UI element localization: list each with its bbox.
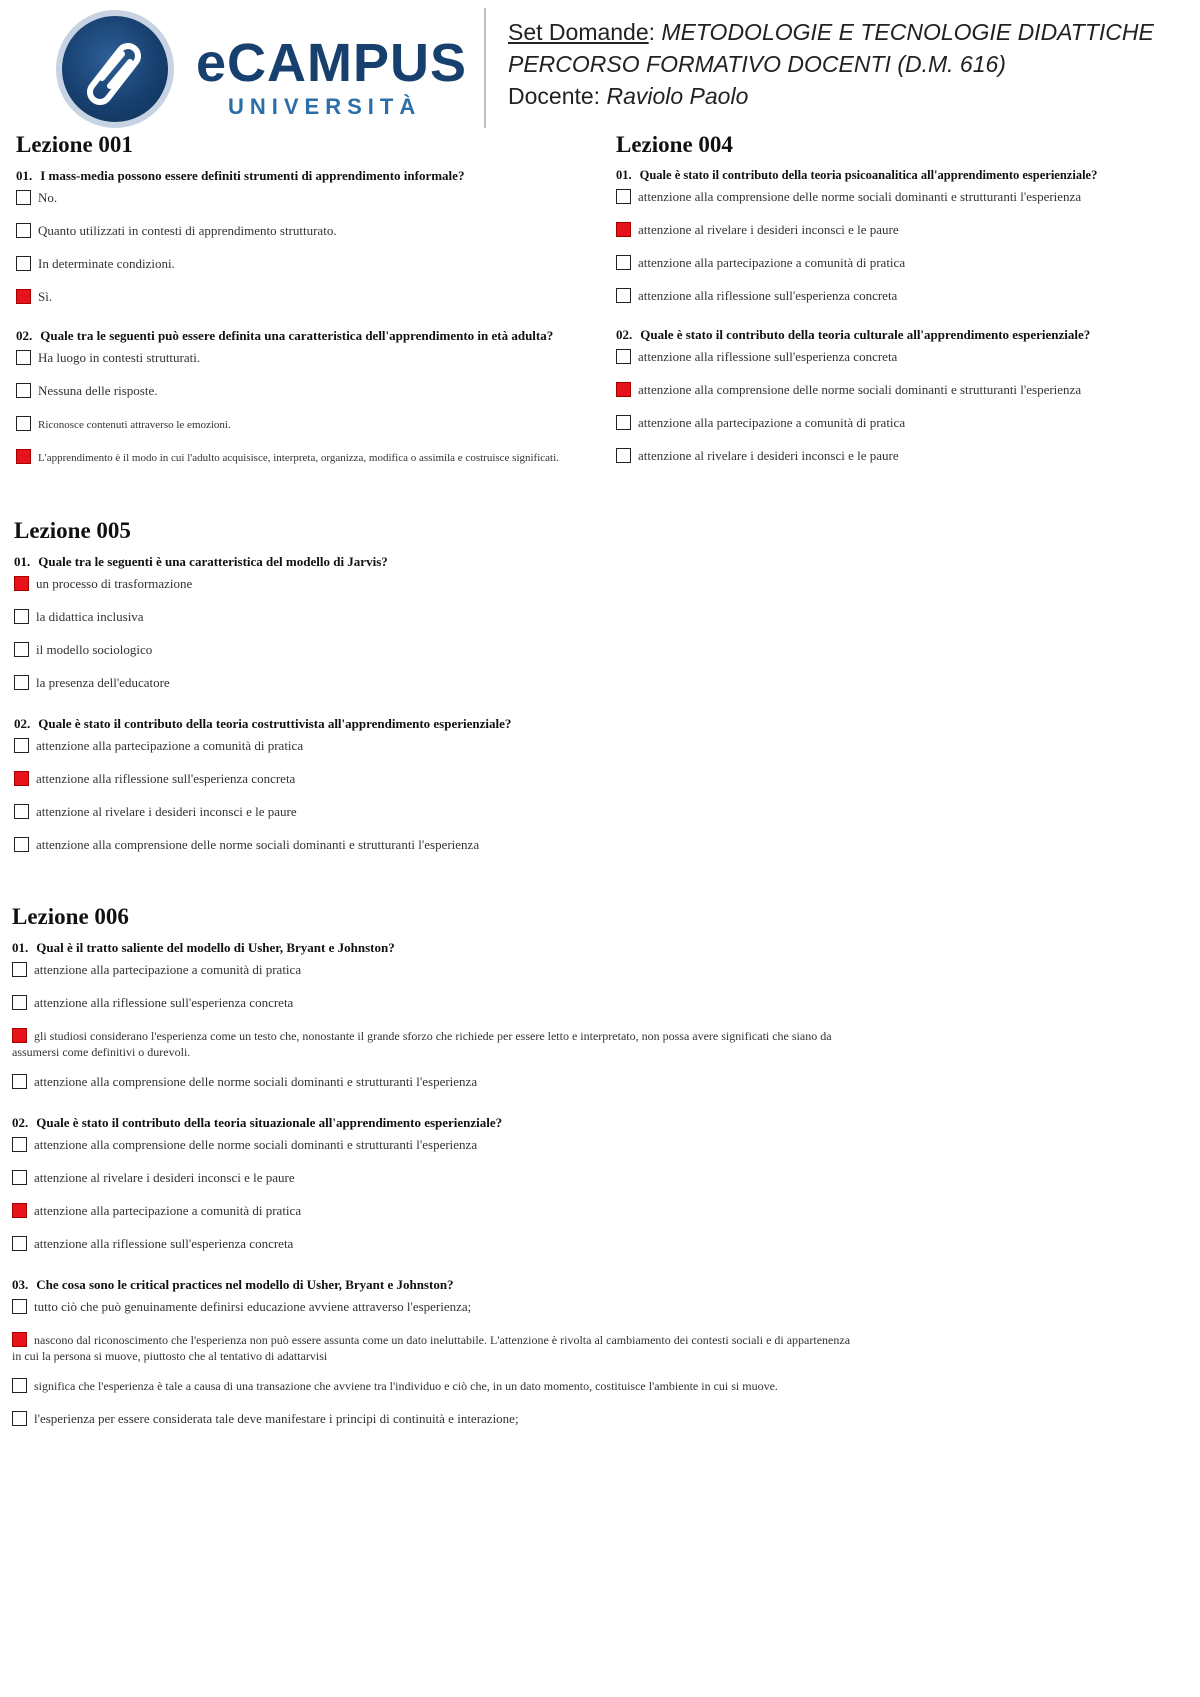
answer-option[interactable]: un processo di trasformazione bbox=[14, 576, 1164, 595]
answer-option[interactable]: attenzione alla comprensione delle norme sociali dominanti e strutturanti l'esperienza bbox=[14, 837, 1164, 856]
answer-checkbox[interactable] bbox=[16, 350, 31, 365]
page-header bbox=[0, 0, 1200, 140]
answer-option[interactable]: tutto ciò che può genuinamente definirsi educazione avviene attraverso l'esperienza; bbox=[12, 1299, 1162, 1318]
answer-option[interactable]: Riconosce contenuti attraverso le emozioni. bbox=[16, 416, 576, 435]
answer-checkbox-selected[interactable] bbox=[12, 1028, 27, 1043]
question-text: 01. Quale tra le seguenti è una caratteristica del modello di Jarvis? bbox=[14, 554, 388, 569]
answer-option[interactable]: attenzione alla riflessione sull'esperienza concreta bbox=[616, 349, 1196, 368]
answer-option[interactable]: In determinate condizioni. bbox=[16, 256, 576, 275]
answer-option[interactable]: attenzione alla partecipazione a comunità di pratica bbox=[14, 738, 1164, 757]
answer-option[interactable]: L'apprendimento è il modo in cui l'adulto acquisisce, interpreta, organizza, modifica o assimila e costruisce significati. bbox=[16, 449, 576, 468]
question bbox=[12, 1115, 1162, 1255]
answer-checkbox[interactable] bbox=[616, 448, 631, 463]
answer-option[interactable]: attenzione alla comprensione delle norme sociali dominanti e strutturanti l'esperienza bbox=[616, 382, 1196, 401]
lesson-title: Lezione 004 bbox=[616, 132, 733, 157]
answer-checkbox[interactable] bbox=[14, 642, 29, 657]
answer-checkbox[interactable] bbox=[12, 1170, 27, 1185]
question-text: 03. Che cosa sono le critical practices nel modello di Usher, Bryant e Johnston? bbox=[12, 1277, 454, 1292]
answer-option[interactable]: No. bbox=[16, 190, 576, 209]
answer-checkbox[interactable] bbox=[16, 416, 31, 431]
answer-option[interactable]: Quanto utilizzati in contesti di apprendimento strutturato. bbox=[16, 223, 576, 242]
answer-checkbox-selected[interactable] bbox=[616, 382, 631, 397]
document-title-block: Set Domande: METODOLOGIE E TECNOLOGIE DIDATTICHE PERCORSO FORMATIVO DOCENTI (D.M. 616) Docente: Raviolo Paolo bbox=[508, 19, 1154, 109]
question bbox=[14, 554, 1164, 694]
answer-option[interactable]: attenzione al rivelare i desideri inconsci e le paure bbox=[14, 804, 1164, 823]
answer-checkbox[interactable] bbox=[14, 675, 29, 690]
answer-option[interactable]: attenzione alla riflessione sull'esperienza concreta bbox=[12, 1236, 1162, 1255]
answer-option[interactable]: attenzione alla riflessione sull'esperienza concreta bbox=[14, 771, 1164, 790]
lesson-006 bbox=[12, 904, 1162, 1444]
answer-option[interactable]: l'esperienza per essere considerata tale deve manifestare i principi di continuità e interazione; bbox=[12, 1411, 1162, 1430]
answer-checkbox[interactable] bbox=[616, 349, 631, 364]
answer-checkbox[interactable] bbox=[16, 223, 31, 238]
answer-checkbox[interactable] bbox=[616, 415, 631, 430]
answer-checkbox[interactable] bbox=[12, 995, 27, 1010]
question-text: 01. I mass-media possono essere definiti strumenti di apprendimento informale? bbox=[16, 168, 465, 183]
answer-checkbox[interactable] bbox=[616, 189, 631, 204]
answer-option[interactable]: significa che l'esperienza è tale a causa di una transazione che avviene tra l'individuo e ciò che, in un dato momento, costituisce l'ambiente in cui si muove. bbox=[12, 1378, 1162, 1397]
set-subtitle: PERCORSO FORMATIVO DOCENTI (D.M. 616) bbox=[508, 51, 1006, 77]
answer-checkbox-selected[interactable] bbox=[16, 449, 31, 464]
answer-option[interactable]: attenzione alla riflessione sull'esperienza concreta bbox=[12, 995, 1162, 1014]
answer-checkbox[interactable] bbox=[14, 837, 29, 852]
question bbox=[16, 168, 576, 308]
answer-option[interactable]: attenzione alla riflessione sull'esperienza concreta bbox=[616, 288, 1196, 307]
answer-option[interactable]: la presenza dell'educatore bbox=[14, 675, 1164, 694]
answer-checkbox[interactable] bbox=[14, 609, 29, 624]
set-title: METODOLOGIE E TECNOLOGIE DIDATTICHE bbox=[661, 19, 1154, 45]
question-text: 01. Quale è stato il contributo della teoria psicoanalitica all'apprendimento esperienziale? bbox=[616, 168, 1098, 182]
answer-checkbox[interactable] bbox=[14, 804, 29, 819]
lesson-title: Lezione 006 bbox=[12, 904, 129, 929]
answer-checkbox-selected[interactable] bbox=[12, 1332, 27, 1347]
answer-checkbox-selected[interactable] bbox=[14, 771, 29, 786]
answer-checkbox-selected[interactable] bbox=[14, 576, 29, 591]
question-text: 02. Quale tra le seguenti può essere definita una caratteristica dell'apprendimento in età adulta? bbox=[16, 328, 554, 343]
answer-text-continuation: assumersi come definitivi o durevoli. bbox=[12, 1045, 191, 1059]
question bbox=[16, 328, 576, 468]
answer-checkbox[interactable] bbox=[16, 383, 31, 398]
answer-checkbox[interactable] bbox=[616, 288, 631, 303]
answer-checkbox-selected[interactable] bbox=[16, 289, 31, 304]
question bbox=[14, 716, 1164, 856]
answer-option[interactable]: attenzione alla comprensione delle norme sociali dominanti e strutturanti l'esperienza bbox=[12, 1137, 1162, 1156]
answer-checkbox[interactable] bbox=[16, 190, 31, 205]
set-label: Set Domande bbox=[508, 19, 649, 45]
answer-option[interactable]: Sì. bbox=[16, 289, 576, 308]
lesson-004 bbox=[616, 132, 1196, 481]
answer-checkbox-selected[interactable] bbox=[616, 222, 631, 237]
brand-logo-subtitle: UNIVERSITÀ bbox=[228, 94, 422, 119]
brand-logo-text: eCAMPUS bbox=[196, 33, 468, 93]
answer-option[interactable]: attenzione alla comprensione delle norme sociali dominanti e strutturanti l'esperienza bbox=[616, 189, 1196, 208]
answer-text-continuation: in cui la persona si muove, piuttosto che al tentativo di adattarvisi bbox=[12, 1349, 328, 1363]
answer-checkbox[interactable] bbox=[12, 1074, 27, 1089]
answer-option[interactable]: Nessuna delle risposte. bbox=[16, 383, 576, 402]
answer-checkbox-selected[interactable] bbox=[12, 1203, 27, 1218]
answer-checkbox[interactable] bbox=[12, 1378, 27, 1393]
answer-option[interactable]: attenzione alla partecipazione a comunità di pratica bbox=[616, 255, 1196, 274]
answer-checkbox[interactable] bbox=[12, 1299, 27, 1314]
lesson-001 bbox=[16, 132, 576, 482]
question bbox=[616, 327, 1196, 467]
question bbox=[12, 940, 1162, 1093]
lesson-005 bbox=[14, 518, 1164, 870]
question-text: 01. Qual è il tratto saliente del modello di Usher, Bryant e Johnston? bbox=[12, 940, 395, 955]
question-text: 02. Quale è stato il contributo della teoria situazionale all'apprendimento esperienziale? bbox=[12, 1115, 503, 1130]
answer-checkbox[interactable] bbox=[12, 962, 27, 977]
answer-option[interactable]: nascono dal riconoscimento che l'esperienza non può essere assunta come un dato ineluttabile. L'attenzione è rivolta al cambiamento dei contesti sociali e di appartenenza in cui la persona si muove, piuttosto che al tentativo di adattarvisi bbox=[12, 1332, 1162, 1364]
answer-option[interactable]: attenzione alla comprensione delle norme sociali dominanti e strutturanti l'esperienza bbox=[12, 1074, 1162, 1093]
question bbox=[616, 168, 1196, 307]
answer-option[interactable]: attenzione alla partecipazione a comunità di pratica bbox=[12, 1203, 1162, 1222]
answer-option[interactable]: il modello sociologico bbox=[14, 642, 1164, 661]
ecampus-logo-icon bbox=[56, 10, 174, 128]
answer-option[interactable]: attenzione alla partecipazione a comunità di pratica bbox=[12, 962, 1162, 981]
answer-option[interactable]: attenzione al rivelare i desideri inconsci e le paure bbox=[12, 1170, 1162, 1189]
answer-checkbox[interactable] bbox=[14, 738, 29, 753]
answer-checkbox[interactable] bbox=[12, 1137, 27, 1152]
question-text: 02. Quale è stato il contributo della teoria costruttivista all'apprendimento esperienziale? bbox=[14, 716, 512, 731]
question-text: 02. Quale è stato il contributo della teoria culturale all'apprendimento esperienziale? bbox=[616, 327, 1091, 342]
answer-option[interactable]: Ha luogo in contesti strutturati. bbox=[16, 350, 576, 369]
answer-checkbox[interactable] bbox=[616, 255, 631, 270]
answer-checkbox[interactable] bbox=[12, 1411, 27, 1426]
teacher-label: Docente: bbox=[508, 83, 601, 109]
question bbox=[12, 1277, 1162, 1430]
answer-checkbox[interactable] bbox=[12, 1236, 27, 1251]
answer-option[interactable]: attenzione alla partecipazione a comunità di pratica bbox=[616, 415, 1196, 434]
teacher-name: Raviolo Paolo bbox=[606, 83, 749, 109]
lesson-title: Lezione 005 bbox=[14, 518, 131, 543]
answer-checkbox[interactable] bbox=[16, 256, 31, 271]
header-divider bbox=[484, 8, 486, 128]
lesson-title: Lezione 001 bbox=[16, 132, 133, 157]
answer-option[interactable]: attenzione al rivelare i desideri inconsci e le paure bbox=[616, 222, 1196, 241]
answer-option[interactable]: attenzione al rivelare i desideri inconsci e le paure bbox=[616, 448, 1196, 467]
answer-option[interactable]: gli studiosi considerano l'esperienza come un testo che, nonostante il grande sforzo che richiede per essere letto e interpretato, non possa avere significati che siano da assumersi come definitivi o durevoli. bbox=[12, 1028, 1162, 1060]
answer-option[interactable]: la didattica inclusiva bbox=[14, 609, 1164, 628]
